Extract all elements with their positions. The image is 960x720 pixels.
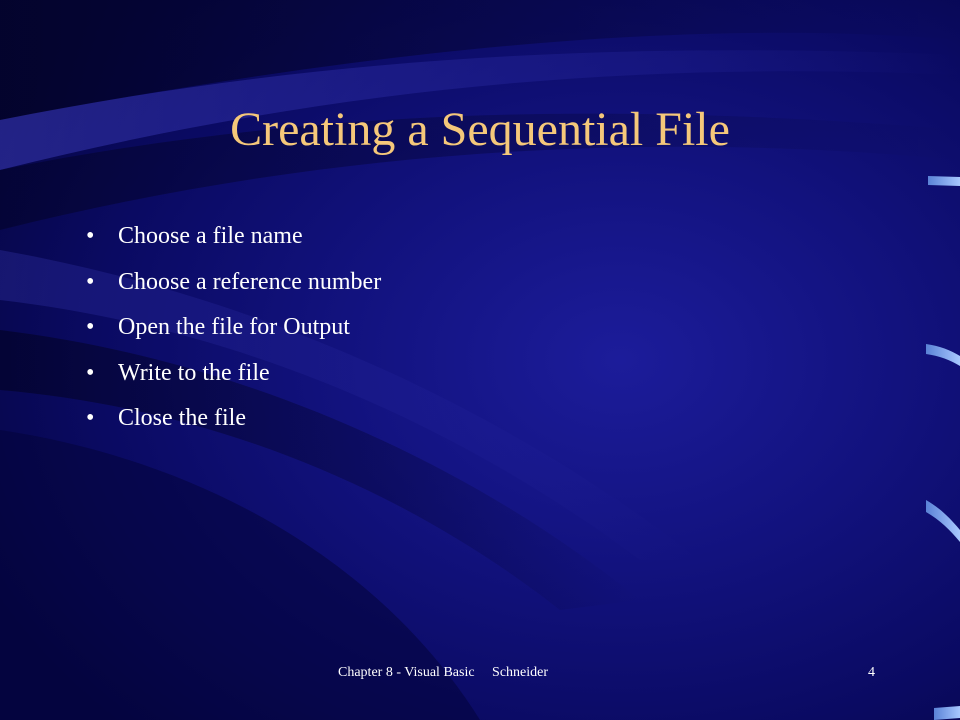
bullet-item	[86, 216, 381, 262]
accent-mark-4	[934, 706, 960, 720]
accent-mark-3	[926, 500, 960, 542]
bullet-text: Choose a file name	[118, 223, 303, 249]
bullet-item	[86, 307, 381, 353]
bullet-text: Open the file for Output	[118, 314, 350, 340]
accent-mark-2	[926, 344, 960, 366]
bullet-icon: •	[86, 268, 95, 295]
bullet-icon: •	[86, 359, 95, 386]
bullet-text: Choose a reference number	[118, 268, 382, 295]
bullet-list	[86, 216, 381, 444]
slide-footer: Chapter 8 - Visual Basic Schneider	[338, 665, 549, 680]
bullet-item	[86, 398, 381, 444]
bullet-item	[86, 262, 381, 308]
bullet-item	[86, 353, 381, 399]
bullet-text: Close the file	[118, 405, 246, 431]
bullet-text: Write to the file	[118, 359, 270, 386]
slide-title: Creating a Sequential File	[230, 103, 730, 156]
bullet-icon: •	[86, 223, 95, 249]
page-number: 4	[868, 665, 875, 680]
bullet-icon: •	[86, 314, 95, 340]
bullet-icon: •	[86, 405, 95, 431]
accent-mark-1	[928, 176, 960, 186]
